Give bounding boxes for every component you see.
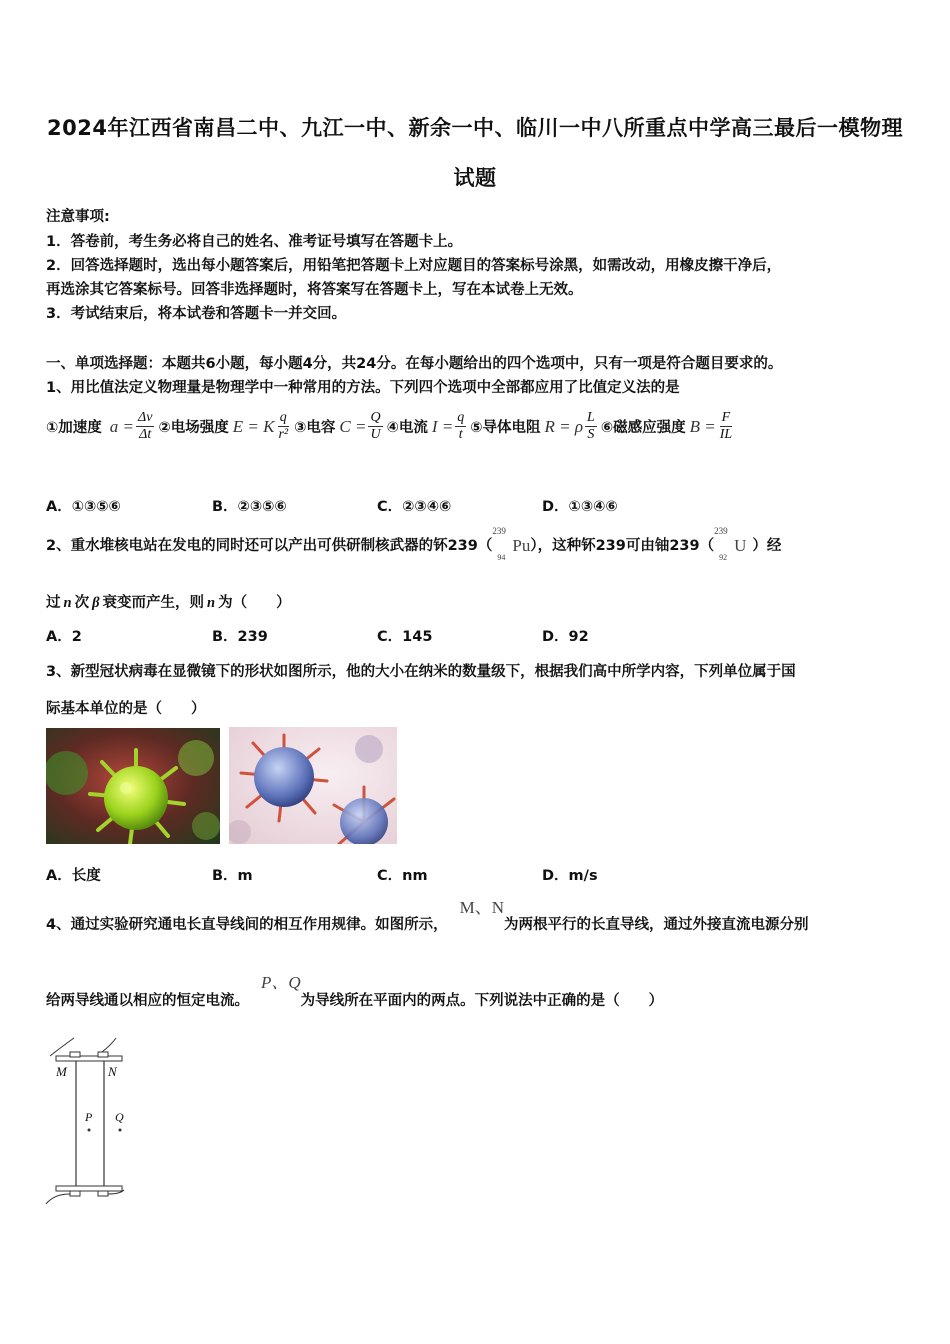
notice-item-1: 1．答卷前，考生务必将自己的姓名、准考证号填写在答题卡上。 — [46, 234, 463, 250]
q2-option-b: B．239 — [212, 629, 268, 645]
q1-formulas — [46, 410, 736, 443]
q1-option-d: D．①③④⑥ — [542, 499, 618, 515]
q3-stem-line2: 际基本单位的是（ ） — [46, 701, 206, 717]
q1-option-b: B．②③⑤⑥ — [212, 499, 287, 515]
notice-item-2-cont: 再选涂其它答案标号。回答非选择题时，将答案写在答题卡上，写在本试卷上无效。 — [46, 282, 583, 298]
q4-stem-line1: 4、通过实验研究通电长直导线间的相互作用规律。如图所示，M、N为两根平行的长直导线，通过外接直流电源分别 — [46, 898, 809, 933]
exam-title-line2: 试题 — [453, 166, 497, 190]
q1-item-3: ③电容 C = $\frac{Q}{U}$ — [294, 410, 381, 442]
fraction: $\frac{L}{S}$ — [587, 410, 595, 442]
q3-option-a: A．长度 — [46, 868, 101, 884]
exam-title-line1: 2024年江西省南昌二中、九江一中、新余一中、临川一中八所重点中学高三最后一模物理 — [47, 116, 903, 140]
q2-option-c: C．145 — [377, 629, 433, 645]
parallel-wires-figure — [42, 1036, 142, 1208]
q1-stem: 1、用比值法定义物理量是物理学中一种常用的方法。下列四个选项中全部都应用了比值定义法的是 — [46, 380, 680, 396]
virus-image-green — [46, 728, 220, 844]
q1-item-4: ④电流 I = $\frac{q}{t}$ — [386, 410, 465, 442]
notice-item-2: 2．回答选择题时，选出每小题答案后，用铅笔把答题卡上对应题目的答案标号涂黑，如需改动，用橡皮擦干净后， — [46, 258, 782, 274]
q1-option-c: C．②③④⑥ — [377, 499, 452, 515]
point-label-q: Q — [115, 1110, 124, 1124]
point-label-p: P — [85, 1110, 93, 1124]
q1-item-1: ①加速度 a = $\frac{\Delta v}{\Delta t}$ — [46, 410, 153, 442]
q3-option-b: B．m — [212, 868, 253, 884]
fraction: $\frac{Q}{U}$ — [370, 410, 381, 442]
section-heading: 一、单项选择题：本题共6小题，每小题4分，共24分。在每小题给出的四个选项中，只有一项是符合题目要求的。 — [46, 356, 783, 372]
q1-item-5: ⑤导体电阻 R = ρ $\frac{L}{S}$ — [470, 410, 595, 442]
fraction: $\frac{\Delta v}{\Delta t}$ — [138, 410, 153, 442]
fraction: $\frac{q}{\text{r²}}$ — [278, 410, 289, 442]
wire-label-m: M — [56, 1064, 67, 1079]
q3-option-d: D．m/s — [542, 868, 598, 884]
fraction: $\frac{q}{t}$ — [457, 410, 465, 442]
q1-item-2: ②电场强度 E = K $\frac{q}{\text{r²}}$ — [158, 410, 289, 442]
q1-item-6: ⑥磁感应强度 B = $\frac{F}{IL}$ — [600, 410, 733, 442]
uranium-symbol: 239 92 U — [714, 526, 747, 562]
q3-option-c: C．nm — [377, 868, 428, 884]
q3-stem-line1: 3、新型冠状病毒在显微镜下的形状如图所示，他的大小在纳米的数量级下，根据我们高中所学内容，下列单位属于国 — [46, 664, 796, 680]
plutonium-symbol: 239 94 Pu — [492, 526, 531, 562]
q2-stem-line1: 2、重水堆核电站在发电的同时还可以产出可供研制核武器的钚239（ 239 94 Pu），这种钚239可由铀239（ 239 92 U ）经 — [46, 526, 782, 562]
virus-image-blue — [229, 727, 397, 844]
q2-option-a: A．2 — [46, 629, 82, 645]
q2-option-d: D．92 — [542, 629, 589, 645]
notice-item-3: 3．考试结束后，将本试卷和答题卡一并交回。 — [46, 306, 347, 322]
q4-stem-line2: 给两导线通以相应的恒定电流。P、Q为导线所在平面内的两点。下列说法中正确的是（ ） — [46, 973, 664, 1009]
wire-label-n: N — [108, 1064, 117, 1079]
q1-option-a: A．①③⑤⑥ — [46, 499, 121, 515]
fraction: $\frac{F}{IL}$ — [719, 410, 733, 442]
notice-heading: 注意事项: — [46, 209, 110, 225]
q2-stem-line2: 过 n 次 β 衰变而产生，则 n 为（ ） — [46, 595, 291, 611]
